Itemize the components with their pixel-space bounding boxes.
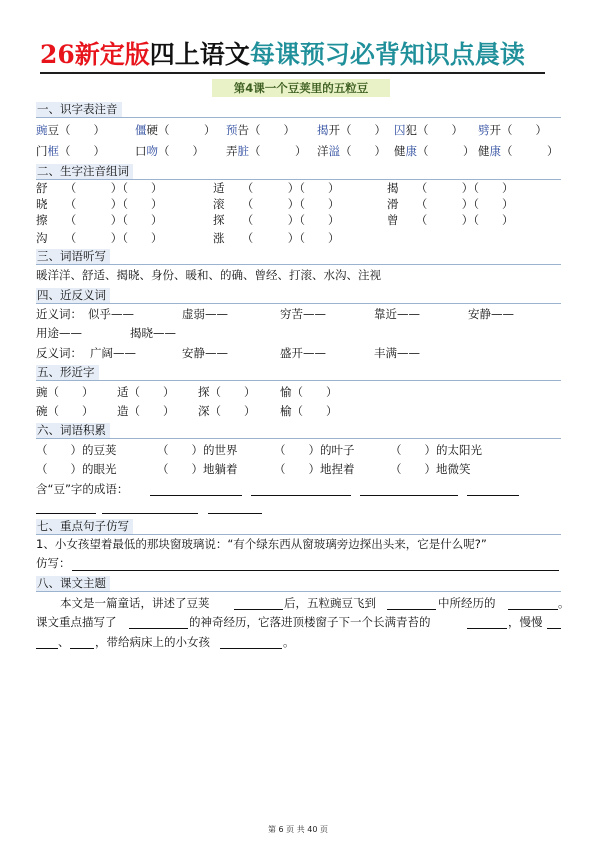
antonym-item: 广阔——	[90, 346, 136, 360]
dictation-words: 暖洋洋、舒适、揭晓、身份、暖和、的确、曾经、打滚、水沟、注视	[36, 268, 381, 282]
s2-item: 适 （ ）（ ）	[213, 181, 340, 195]
s1-item: 弄脏（ ）	[226, 144, 307, 158]
theme-text: 、	[58, 635, 70, 649]
synonym-item: 用途——	[36, 326, 82, 340]
s1-item: 健康（ ）	[478, 144, 559, 158]
imitate-label: 仿写：	[36, 556, 71, 570]
similar-char-item: 榆（ ）	[280, 404, 338, 418]
s1-item: 门框（ ）	[36, 144, 105, 158]
s1-item: 口吻（ ）	[135, 144, 204, 158]
section-heading-1: 一、识字表注音	[36, 102, 122, 118]
similar-char-item: 愉（ ）	[280, 385, 338, 399]
s1-item: 豌豆（ ）	[36, 123, 105, 137]
banner-part-red: 26新定版	[40, 40, 150, 69]
theme-blank[interactable]	[220, 648, 282, 649]
similar-char-item: 碗（ ）	[36, 404, 94, 418]
s2-item: 曾 （ ）（ ）	[387, 213, 514, 227]
banner-title	[40, 40, 545, 70]
phrase-item: （ ）地捏着	[274, 462, 355, 476]
theme-text: 后，五粒豌豆飞到	[284, 596, 376, 610]
section-heading-8: 八、课文主题	[36, 576, 110, 592]
theme-text: ，带给病床上的小女孩	[95, 635, 210, 649]
model-sentence: 1、小女孩望着最低的那块窗玻璃说：“有个绿东西从窗玻璃旁边探出头来，它是什么呢?”	[36, 537, 487, 551]
synonym-item: 靠近——	[374, 307, 420, 321]
s2-item: 涨 （ ）（ ）	[213, 231, 340, 245]
section-heading-4: 四、近反义词	[36, 288, 110, 304]
theme-text: 中所经历的	[438, 596, 496, 610]
banner-part-teal: 每课预习必背知识点晨读	[249, 40, 525, 69]
banner-part-black: 四上语文	[149, 40, 250, 69]
s2-item: 舒 （ ）（ ）	[36, 181, 163, 195]
theme-blank[interactable]	[467, 628, 507, 629]
synonym-item: 安静——	[468, 307, 514, 321]
phrase-item: （ ）的叶子	[274, 443, 355, 457]
theme-blank[interactable]	[129, 628, 188, 629]
theme-text: 。	[283, 635, 295, 649]
phrase-item: （ ）地躺着	[157, 462, 238, 476]
theme-blank[interactable]	[547, 628, 561, 629]
section-divider	[36, 591, 561, 592]
section-divider	[36, 303, 561, 304]
section-divider	[36, 179, 561, 180]
s2-item: 擦 （ ）（ ）	[36, 213, 163, 227]
section-heading-5: 五、形近字	[36, 365, 99, 381]
similar-char-item: 造（ ）	[117, 404, 175, 418]
theme-blank[interactable]	[508, 609, 558, 610]
s1-item: 洋溢（ ）	[317, 144, 386, 158]
similar-char-item: 豌（ ）	[36, 385, 94, 399]
phrase-item: （ ）的豆荚	[36, 443, 117, 457]
idiom-blank[interactable]	[251, 495, 351, 496]
synonym-item: 穷苦——	[280, 307, 326, 321]
theme-blank[interactable]	[387, 609, 436, 610]
theme-blank[interactable]	[70, 648, 94, 649]
phrase-item: （ ）的眼光	[36, 462, 117, 476]
theme-text: 课文重点描写了	[36, 615, 117, 629]
s1-item: 预告（ ）	[226, 123, 295, 137]
s2-item: 揭 （ ）（ ）	[387, 181, 514, 195]
idiom-label: 含“豆”字的成语：	[36, 482, 129, 496]
s1-item: 僵硬（ ）	[135, 123, 216, 137]
idiom-blank[interactable]	[36, 513, 96, 514]
similar-char-item: 深（ ）	[198, 404, 256, 418]
similar-char-item: 探（ ）	[198, 385, 256, 399]
antonym-item: 盛开——	[280, 346, 326, 360]
phrase-item: （ ）地微笑	[390, 462, 471, 476]
page-footer: 第 6 页 共 40 页	[268, 825, 328, 834]
antonym-item: 安静——	[182, 346, 228, 360]
phrase-item: （ ）的世界	[157, 443, 238, 457]
imitate-answer-line[interactable]	[72, 570, 559, 571]
lesson-title: 第4课一个豆荚里的五粒豆	[212, 79, 390, 97]
section-divider	[36, 380, 561, 381]
s1-item: 劈开（ ）	[478, 123, 547, 137]
theme-text: 。	[558, 596, 570, 610]
theme-text: 的神奇经历，它落进顶楼窗子下一个长满青苔的	[189, 615, 431, 629]
antonym-label: 反义词：	[36, 346, 82, 360]
theme-blank[interactable]	[234, 609, 283, 610]
synonym-item: 似乎——	[88, 307, 134, 321]
s2-item: 沟 （ ）（ ）	[36, 231, 163, 245]
section-heading-7: 七、重点句子仿写	[36, 519, 133, 535]
s2-item: 滚 （ ）（ ）	[213, 197, 340, 211]
section-heading-3: 三、词语听写	[36, 249, 110, 265]
s2-item: 滑 （ ）（ ）	[387, 197, 514, 211]
s2-item: 探 （ ）（ ）	[213, 213, 340, 227]
theme-blank[interactable]	[36, 648, 58, 649]
synonym-item: 虚弱——	[182, 307, 228, 321]
theme-text: ，慢慢	[508, 615, 543, 629]
phrase-item: （ ）的太阳光	[390, 443, 482, 457]
s1-item: 囚犯（ ）	[394, 123, 463, 137]
section-heading-2: 二、生字注音组词	[36, 164, 133, 180]
idiom-blank[interactable]	[150, 495, 242, 496]
s1-item: 揭开（ ）	[317, 123, 386, 137]
s1-item: 健康（ ）	[394, 144, 475, 158]
section-divider	[36, 117, 561, 118]
theme-text: 本文是一篇童话，讲述了豆荚	[60, 596, 210, 610]
banner-underline	[40, 72, 545, 74]
synonym-item: 揭晓——	[130, 326, 176, 340]
section-heading-6: 六、词语积累	[36, 423, 110, 439]
s2-item: 晓 （ ）（ ）	[36, 197, 163, 211]
idiom-blank[interactable]	[467, 495, 519, 496]
antonym-item: 丰满——	[374, 346, 420, 360]
idiom-blank[interactable]	[102, 513, 198, 514]
idiom-blank[interactable]	[208, 513, 262, 514]
section-divider	[36, 534, 561, 535]
idiom-blank[interactable]	[360, 495, 458, 496]
similar-char-item: 适（ ）	[117, 385, 175, 399]
section-divider	[36, 264, 561, 265]
section-divider	[36, 438, 561, 439]
synonym-label: 近义词：	[36, 307, 82, 321]
